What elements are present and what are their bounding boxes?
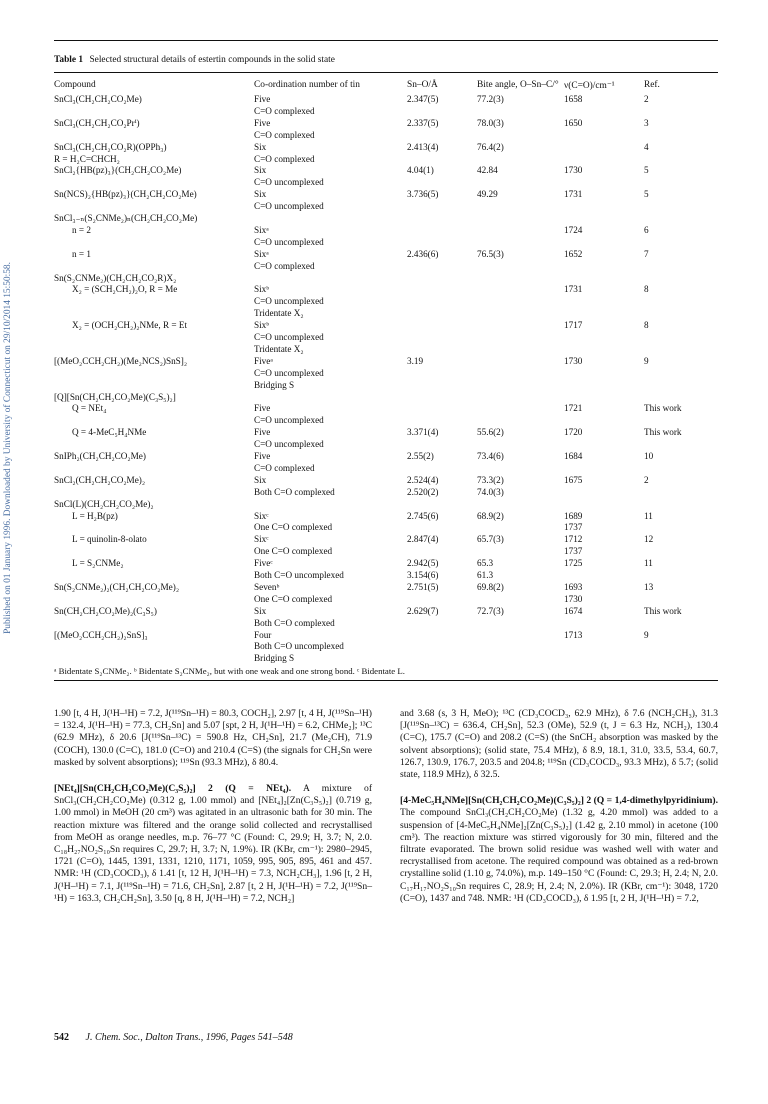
sn-o-cell: 2.55(2) bbox=[407, 451, 434, 461]
table-row bbox=[54, 249, 734, 261]
table-row bbox=[54, 213, 734, 225]
table-row bbox=[54, 237, 734, 249]
table-row bbox=[54, 201, 734, 213]
compound-cell: [Q][Sn(CH₂CH₂CO₂Me)(C₃S₅)₂] bbox=[54, 391, 176, 402]
compound-cell: Sn(CH₂CH₂CO₂Me)₂(C₃S₅) bbox=[54, 605, 157, 616]
coordination-cell: One C=O complexed bbox=[254, 522, 333, 533]
coordination-cell: Five bbox=[254, 117, 271, 128]
bite-angle-cell: 72.7(3) bbox=[477, 605, 504, 616]
carbonyl-cell: 1730 bbox=[564, 355, 583, 366]
paragraph-text: The compound SnCl₃(CH₂CH₂CO₂Me) (1.32 g, 4.20 mmol) was added to a suspension of [4-MeC₅H₄NMe]₂[Zn(C₃S₅)₂] (1.42 g, 2.10 mmol) in acetone (100 cm³). The reaction mixture was stirred vigorously for 30 min, filtered and the filtrate evaporated. The brown solid residue was washed well with water and recrystallised from acetone. The required compound was obtained as a red-brown crystalline solid (1.10 g, 74.0%), m.p. 149–150 °C (Found: C, 29.3; H, 2.4; N, 2.0. C₁₇H₁₇NO₂S₁₀Sn requires C, 28.9; H, 2.4; N, 2.0%). IR (KBr, cm⁻¹): 3048, 1720 (C=O), 1437 and 748. NMR: ¹H (CD₃COCD₃), δ 1.95 [t, 2 H, J(¹H–¹H) = 7.2, bbox=[400, 807, 718, 904]
table-row bbox=[54, 344, 734, 356]
coordination-cell: C=O uncomplexed bbox=[254, 415, 324, 426]
bite-angle-cell: 76.4(2) bbox=[477, 141, 504, 152]
carbonyl-cell: 1737 bbox=[564, 546, 583, 557]
coordination-cell: C=O complexed bbox=[254, 129, 315, 140]
sn-o-cell: 2.751(5) bbox=[407, 581, 439, 592]
table-row bbox=[54, 463, 734, 475]
table-row bbox=[54, 606, 734, 618]
paragraph bbox=[400, 795, 718, 905]
compound-cell: n = 1 bbox=[72, 248, 91, 259]
table-row bbox=[54, 511, 734, 523]
bite-angle-cell: 73.4(6) bbox=[477, 451, 504, 461]
compound-cell: SnCl₃₋ₙ(S₂CNMe₂)ₙ(CH₂CH₂CO₂Me) bbox=[54, 213, 198, 223]
coordination-cell: Tridentate X₂ bbox=[254, 308, 304, 319]
journal-citation: J. Chem. Soc., Dalton Trans., 1996, Pages 541–548 bbox=[85, 1032, 293, 1043]
page-number: 542 bbox=[54, 1032, 69, 1043]
coordination-cell: Five bbox=[254, 403, 271, 414]
table-row bbox=[54, 653, 734, 665]
sn-o-cell: 2.337(5) bbox=[407, 117, 439, 128]
compound-cell: [(MeO₂CCH₂CH₂)(Me₂NCS₂)SnS]₂ bbox=[54, 355, 188, 366]
coordination-cell: Sixᵃ bbox=[254, 248, 269, 259]
compound-cell: L = H₂B(pz) bbox=[72, 510, 118, 521]
coordination-cell: Bridging S bbox=[254, 653, 295, 664]
compound-cell: R = H₂C=CHCH₂ bbox=[54, 153, 120, 164]
ref-cell: 11 bbox=[644, 510, 653, 521]
ref-cell: 11 bbox=[644, 558, 653, 569]
compound-cell: SnCl(L)(CH₂CH₂CO₂Me)₂ bbox=[54, 498, 154, 509]
ref-cell: 2 bbox=[644, 474, 649, 485]
ref-cell: 5 bbox=[644, 165, 649, 176]
carbonyl-cell: 1675 bbox=[564, 474, 583, 485]
download-watermark-text: Published on 01 January 1996. Downloaded by University of Connecticut on 29/10/2014 15:50:58. bbox=[3, 262, 13, 634]
sn-o-cell: 2.436(6) bbox=[407, 248, 439, 259]
table-row bbox=[54, 451, 734, 463]
paragraph: and 3.68 (s, 3 H, MeO); ¹³C (CD₃COCD₃, 62.9 MHz), δ 7.6 (NCH₂CH₃), 31.3 [J(¹¹⁹Sn–¹³C) = 636.4, CH₂Sn], 52.3 (OMe), 52.9 (t, J = 6.3 Hz, NCH₂), 130.4 (C=C), 175.7 (C=O) and 208.2 (C=S) (the SnCH₂ absorption was masked by the solvent absorptions); (solid state, 75.4 MHz), δ 8.9, 18.1, 31.0, 33.5, 53.4, 60.7, 126.7, 130.9, 176.7, 203.5 and 204.8; ¹¹⁹Sn (CD₃COCD₃, 93.3 MHz), δ 5.7; (solid state, 118.9 MHz), δ 32.5. bbox=[400, 708, 718, 781]
paragraph: 1.90 [t, 4 H, J(¹H–¹H) = 7.2, J(¹¹⁹Sn–¹H) = 80.3, COCH₂], 2.97 [t, 4 H, J(¹¹⁹Sn–¹H) = 132.4, J(¹H–¹H) = 77.3, CH₂Sn] and 5.07 [spt, 2 H, J(¹H–¹H) = 6.2, CHMe₂]; ¹³C (62.9 MHz), δ 20.6 [J(¹¹⁹Sn–¹³C) = 590.8 Hz, CH₂Sn], 21.7 (Me₂CH), 71.9 (COCH), 130.0 (C=C), 181.0 (C=O) and 210.4 (C=S) (the signals for CH₂Sn were masked by solvent absorptions); ¹¹⁹Sn (93.3 MHz), δ 80.4. bbox=[54, 708, 372, 768]
carbonyl-cell: 1713 bbox=[564, 629, 583, 640]
table-row bbox=[54, 130, 734, 142]
table-row bbox=[54, 403, 734, 415]
sn-o-cell: 2.347(5) bbox=[407, 94, 439, 104]
ref-cell: This work bbox=[644, 605, 682, 616]
carbonyl-cell: 1724 bbox=[564, 224, 583, 235]
coordination-cell: C=O complexed bbox=[254, 105, 315, 116]
table-row bbox=[54, 546, 734, 558]
table-row bbox=[54, 475, 734, 487]
compound-cell: L = quinolin-8-olato bbox=[72, 534, 147, 545]
carbonyl-cell: 1689 bbox=[564, 510, 583, 521]
table-footnote: ᵃ Bidentate S₂CNMe₂. ᵇ Bidentate S₂CNMe₂, but with one weak and one strong bond. ᶜ Bidentate L. bbox=[54, 666, 405, 676]
bite-angle-cell: 61.3 bbox=[477, 570, 494, 580]
compound-cell: Q = NEt₄ bbox=[72, 403, 107, 414]
compound-cell: Q = 4-MeC₅H₄NMe bbox=[72, 427, 147, 438]
coordination-cell: One C=O complexed bbox=[254, 593, 333, 604]
table-row bbox=[54, 439, 734, 451]
ref-cell: 4 bbox=[644, 141, 649, 152]
coordination-cell: C=O uncomplexed bbox=[254, 236, 324, 247]
sn-o-cell: 2.942(5) bbox=[407, 558, 439, 569]
table-row bbox=[54, 332, 734, 344]
header-carbonyl: ν(C=O)/cm⁻¹ bbox=[564, 81, 615, 91]
coordination-cell: Five bbox=[254, 94, 271, 104]
table-row bbox=[54, 308, 734, 320]
table-row bbox=[54, 427, 734, 439]
coordination-cell: One C=O complexed bbox=[254, 546, 333, 557]
compound-cell: SnCl₃(CH₂CH₂CO₂Me) bbox=[54, 94, 142, 104]
paragraph bbox=[54, 783, 372, 905]
coordination-cell: Six bbox=[254, 165, 267, 176]
compound-cell: SnCl₂{HB(pz)₃}(CH₂CH₂CO₂Me) bbox=[54, 165, 182, 176]
table-row bbox=[54, 380, 734, 392]
bite-angle-cell: 76.5(3) bbox=[477, 248, 504, 259]
ref-cell: 9 bbox=[644, 355, 649, 366]
coordination-cell: Sixᶜ bbox=[254, 510, 269, 521]
table-row bbox=[54, 142, 734, 154]
carbonyl-cell: 1693 bbox=[564, 581, 583, 592]
table-row bbox=[54, 570, 734, 582]
compound-cell: X₂ = (SCH₂CH₂)₂O, R = Me bbox=[72, 284, 178, 295]
coordination-cell: Sixᶜ bbox=[254, 534, 269, 545]
table-row bbox=[54, 368, 734, 380]
ref-cell: This work bbox=[644, 427, 682, 438]
sn-o-cell: 3.19 bbox=[407, 355, 424, 366]
coordination-cell: Both C=O complexed bbox=[254, 486, 335, 497]
ref-cell: 2 bbox=[644, 94, 649, 104]
table-row bbox=[54, 261, 734, 273]
coordination-cell: Sevenᵇ bbox=[254, 581, 280, 592]
table-row bbox=[54, 499, 734, 511]
table-row bbox=[54, 534, 734, 546]
coordination-cell: Six bbox=[254, 189, 267, 200]
table-row bbox=[54, 154, 734, 166]
table-row bbox=[54, 165, 734, 177]
table-row bbox=[54, 189, 734, 201]
table-caption-label: Table 1 bbox=[54, 55, 84, 65]
ref-cell: 3 bbox=[644, 117, 649, 128]
coordination-cell: Both C=O complexed bbox=[254, 617, 335, 628]
table-row bbox=[54, 487, 734, 499]
carbonyl-cell: 1684 bbox=[564, 451, 583, 461]
table-top-rule bbox=[54, 72, 718, 73]
header-bite-angle: Bite angle, O–Sn–C/° bbox=[477, 80, 559, 90]
sn-o-cell: 2.847(4) bbox=[407, 534, 439, 545]
bite-angle-cell: 42.84 bbox=[477, 165, 498, 176]
carbonyl-cell: 1730 bbox=[564, 165, 583, 176]
carbonyl-cell: 1674 bbox=[564, 605, 583, 616]
carbonyl-cell: 1737 bbox=[564, 522, 583, 533]
header-coordination: Co-ordination number of tin bbox=[254, 80, 360, 90]
left-column bbox=[54, 708, 372, 905]
table-caption-text: Selected structural details of estertin compounds in the solid state bbox=[89, 55, 335, 65]
bite-angle-cell: 77.2(3) bbox=[477, 94, 504, 104]
table-row bbox=[54, 273, 734, 285]
coordination-cell: Both C=O uncomplexed bbox=[254, 641, 344, 652]
compound-cell: n = 2 bbox=[72, 224, 91, 235]
right-column bbox=[400, 708, 718, 905]
table-row bbox=[54, 106, 734, 118]
table-row bbox=[54, 284, 734, 296]
page-footer bbox=[54, 1032, 293, 1043]
table-row bbox=[54, 558, 734, 570]
paragraph-title: [4-MeC₅H₄NMe][Sn(CH₂CH₂CO₂Me)(C₃S₅)₂] 2 (Q = 1,4-dimethylpyridinium). bbox=[400, 795, 718, 807]
carbonyl-cell: 1725 bbox=[564, 558, 583, 569]
compound-cell: SnIPh₂(CH₂CH₂CO₂Me) bbox=[54, 451, 146, 461]
carbonyl-cell: 1712 bbox=[564, 534, 583, 545]
sn-o-cell: 2.629(7) bbox=[407, 605, 439, 616]
sn-o-cell: 4.04(1) bbox=[407, 165, 434, 176]
table-row bbox=[54, 320, 734, 332]
bite-angle-cell: 69.8(2) bbox=[477, 581, 504, 592]
carbonyl-cell: 1720 bbox=[564, 427, 583, 438]
compound-cell: [(MeO₂CCH₂CH₂)₂SnS]₃ bbox=[54, 629, 148, 640]
bite-angle-cell: 65.7(3) bbox=[477, 534, 504, 545]
table-row bbox=[54, 356, 734, 368]
carbonyl-cell: 1730 bbox=[564, 593, 583, 604]
sn-o-cell: 2.413(4) bbox=[407, 141, 439, 152]
bite-angle-cell: 73.3(2) bbox=[477, 474, 504, 485]
bite-angle-cell: 49.29 bbox=[477, 189, 498, 200]
ref-cell: 7 bbox=[644, 248, 649, 259]
top-rule bbox=[54, 40, 718, 41]
carbonyl-cell: 1731 bbox=[564, 189, 583, 200]
ref-cell: 13 bbox=[644, 581, 654, 592]
sn-o-cell: 2.524(4) bbox=[407, 474, 439, 485]
coordination-cell: Tridentate X₂ bbox=[254, 343, 304, 354]
table-row bbox=[54, 118, 734, 130]
coordination-cell: C=O complexed bbox=[254, 260, 315, 271]
compound-cell: SnCl₃(CH₂CH₂CO₂R)(OPPh₃) bbox=[54, 141, 167, 152]
carbonyl-cell: 1731 bbox=[564, 284, 583, 295]
ref-cell: 12 bbox=[644, 534, 654, 545]
coordination-cell: Sixᵃ bbox=[254, 224, 269, 235]
coordination-cell: Fiveᵃ bbox=[254, 355, 273, 366]
ref-cell: 8 bbox=[644, 284, 649, 295]
coordination-cell: Five bbox=[254, 427, 271, 438]
coordination-cell: C=O uncomplexed bbox=[254, 296, 324, 307]
header-compound: Compound bbox=[54, 80, 96, 90]
carbonyl-cell: 1717 bbox=[564, 320, 583, 331]
coordination-cell: Six bbox=[254, 141, 267, 152]
table-row bbox=[54, 392, 734, 404]
coordination-cell: Bridging S bbox=[254, 379, 295, 390]
ref-cell: 5 bbox=[644, 189, 649, 200]
ref-cell: 10 bbox=[644, 451, 654, 461]
header-ref: Ref. bbox=[644, 80, 660, 90]
coordination-cell: C=O complexed bbox=[254, 153, 315, 164]
compound-cell: Sn(S₂CNMe₂)(CH₂CH₂CO₂R)X₂ bbox=[54, 272, 177, 283]
compound-cell: X₂ = (OCH₂CH₂)₂NMe, R = Et bbox=[72, 320, 188, 331]
table-bottom-rule bbox=[54, 680, 718, 681]
coordination-cell: C=O uncomplexed bbox=[254, 177, 324, 188]
table-row bbox=[54, 94, 734, 106]
coordination-cell: Sixᵇ bbox=[254, 320, 270, 331]
table-row bbox=[54, 296, 734, 308]
download-watermark bbox=[0, 228, 16, 668]
table-row bbox=[54, 225, 734, 237]
coordination-cell: C=O complexed bbox=[254, 462, 315, 473]
sn-o-cell: 3.736(5) bbox=[407, 189, 439, 200]
coordination-cell: Four bbox=[254, 629, 272, 640]
carbonyl-cell: 1721 bbox=[564, 403, 583, 414]
coordination-cell: Six bbox=[254, 474, 267, 485]
ref-cell: 6 bbox=[644, 224, 649, 235]
bite-angle-cell: 74.0(3) bbox=[477, 486, 504, 497]
coordination-cell: Sixᵇ bbox=[254, 284, 270, 295]
coordination-cell: Both C=O uncomplexed bbox=[254, 570, 344, 580]
coordination-cell: Fiveᶜ bbox=[254, 558, 273, 569]
sn-o-cell: 2.745(6) bbox=[407, 510, 439, 521]
coordination-cell: C=O uncomplexed bbox=[254, 332, 324, 342]
ref-cell: 9 bbox=[644, 629, 649, 640]
coordination-cell: Six bbox=[254, 605, 267, 616]
bite-angle-cell: 78.0(3) bbox=[477, 117, 504, 128]
compound-cell: Sn(NCS)₂{HB(pz)₃}(CH₂CH₂CO₂Me) bbox=[54, 189, 197, 200]
compound-cell: L = S₂CNMe₂ bbox=[72, 558, 124, 569]
carbonyl-cell: 1652 bbox=[564, 248, 583, 259]
paragraph-text: A mixture of SnCl₃(CH₂CH₂CO₂Me) (0.312 g, 1.00 mmol) and [NEt₄]₂[Zn(C₃S₅)₂] (0.719 g, 1.00 mmol) in MeOH (20 cm³) was agitated in an ultrasonic bath for 30 min. The reaction mixture was filtered and the orange solid collected and recrystallised from MeOH as orange needles, m.p. 76–77 °C (Found: C, 29.9; H, 3.7; N, 2.0. C₁₈H₂₇NO₂S₁₀Sn requires C, 29.7; H, 3.7; N, 1.9%). IR (KBr, cm⁻¹): 2980–2945, 1721 (C=O), 1445, 1391, 1331, 1210, 1171, 1059, 995, 905, 895, 461 and 457. NMR: ¹H (CD₃COCD₃), δ 1.41 [t, 12 H, J(¹H–¹H) = 7.3, NCH₂CH₃], 1.96 [t, 2 H, J(¹H–¹H) = 7.1, J(¹¹⁹Sn–¹H) = 71.6, CH₂Sn], 2.87 [t, 2 H, J(¹H–¹H) = 7.2, J(¹¹⁹Sn–¹H) = 163.3, CH₂CH₂Sn], 3.50 [q, 8 H, J(¹H–¹H) = 7.2, NCH₂] bbox=[54, 783, 373, 904]
table-row bbox=[54, 630, 734, 642]
table-row bbox=[54, 522, 734, 534]
header-sn-o: Sn–O/Å bbox=[407, 80, 438, 90]
carbonyl-cell: 1658 bbox=[564, 94, 583, 104]
table-row bbox=[54, 582, 734, 594]
compound-cell: SnCl₃(CH₂CH₂CO₂Prⁱ) bbox=[54, 117, 140, 128]
table-row bbox=[54, 641, 734, 653]
paragraph-title: [NEt₄][Sn(CH₂CH₂CO₂Me)(C₃S₅)₂] 2 (Q = NEt₄). bbox=[54, 783, 292, 795]
table-row bbox=[54, 594, 734, 606]
carbonyl-cell: 1650 bbox=[564, 117, 583, 128]
bite-angle-cell: 55.6(2) bbox=[477, 427, 504, 438]
sn-o-cell: 3.154(6) bbox=[407, 570, 439, 580]
bite-angle-cell: 65.3 bbox=[477, 558, 494, 569]
table-row bbox=[54, 415, 734, 427]
compound-cell: SnCl₂(CH₂CH₂CO₂Me)₂ bbox=[54, 474, 146, 485]
coordination-cell: C=O uncomplexed bbox=[254, 201, 324, 212]
coordination-cell: C=O uncomplexed bbox=[254, 439, 324, 450]
bite-angle-cell: 68.9(2) bbox=[477, 510, 504, 521]
compound-cell: Sn(S₂CNMe₂)₂(CH₂CH₂CO₂Me)₂ bbox=[54, 581, 180, 592]
coordination-cell: C=O uncomplexed bbox=[254, 367, 324, 378]
table-row bbox=[54, 618, 734, 630]
ref-cell: 8 bbox=[644, 320, 649, 331]
table-row bbox=[54, 177, 734, 189]
sn-o-cell: 3.371(4) bbox=[407, 427, 439, 438]
table-caption bbox=[54, 55, 335, 65]
ref-cell: This work bbox=[644, 403, 682, 414]
coordination-cell: Five bbox=[254, 451, 271, 461]
sn-o-cell: 2.520(2) bbox=[407, 486, 439, 497]
